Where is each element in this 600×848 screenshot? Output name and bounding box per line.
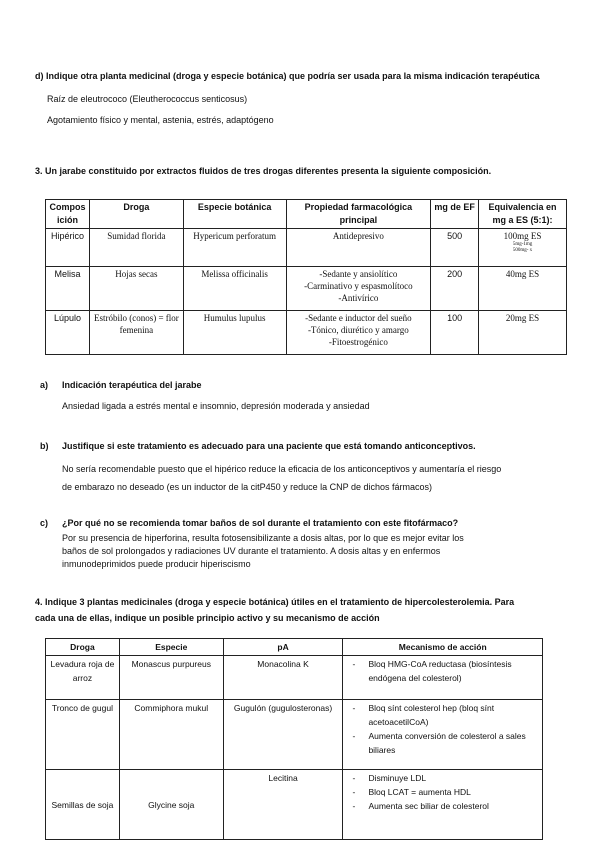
sub-b-answer-line2: de embarazo no deseado (es un inductor de la citP450 y reduce la CNP de dichos fármacos) [62, 482, 433, 492]
sub-b-answer-line1: No sería recomendable puesto que el hipérico reduce la eficacia de los anticonceptivos y aumentaría el riesgo [62, 464, 502, 474]
propiedad-line: -Tónico, diurético y amargo [307, 325, 409, 335]
mechanism-item: - Bloq HMG-CoA reductasa (biosíntesis endógena del colesterol) [368, 657, 539, 685]
header-cell: Mecanismo de acción [343, 639, 543, 656]
sub-a-answer: Ansiedad ligada a estrés mental e insomnio, depresión moderada y ansiedad [62, 401, 370, 411]
composition-table [45, 199, 567, 355]
cell-droga: Sumidad florida [89, 229, 183, 267]
table-row [46, 700, 543, 770]
propiedad-line: -Sedante e inductor del sueño [305, 313, 412, 323]
equiv-note: 500mg- x [512, 248, 533, 253]
cell-propiedad: Antidepresivo [286, 229, 431, 267]
table-header-row [46, 200, 567, 229]
header-cell: mg de EF [431, 200, 479, 229]
propiedad-line: -Fitoestrogénico [328, 337, 388, 347]
cell-droga: Semillas de soja [46, 770, 120, 840]
question-3: 3. Un jarabe constituido por extractos fluidos de tres drogas diferentes presenta la siguiente composición. [35, 166, 492, 176]
mechanism-item: - Aumenta sec biliar de colesterol [368, 799, 539, 813]
cell-especie: Monascus purpureus [119, 656, 223, 700]
equiv-note: 5mg-1mg [512, 242, 533, 247]
cell-especie: Humulus lupulus [183, 311, 286, 355]
answer-d-plant: Raíz de eleutrococo (Eleutherococcus senticosus) [47, 94, 248, 104]
header-cell: Equivalencia en mg a ES (5:1): [479, 200, 567, 229]
cell-droga: Tronco de gugul [46, 700, 120, 770]
cell-droga: Estróbilo (conos) = flor femenina [89, 311, 183, 355]
question-d: d) Indique otra planta medicinal (droga y especie botánica) que podría ser usada para la misma indicación terapéutica [35, 71, 540, 81]
header-cell: Droga [89, 200, 183, 229]
cell-mecanismo [343, 656, 543, 700]
table-row [46, 311, 567, 355]
question-4-line2: cada una de ellas, indique un posible principio activo y su mecanismo de acción [35, 613, 380, 623]
cell-pa: Lecitina [223, 770, 343, 840]
cell-mecanismo [343, 700, 543, 770]
table-row [46, 267, 567, 311]
cell-composicion: Hipérico [46, 229, 90, 267]
propiedad-line: -Antivírico [338, 293, 379, 303]
cell-composicion: Lúpulo [46, 311, 90, 355]
question-4-line1: 4. Indique 3 plantas medicinales (droga y especie botánica) útiles en el tratamiento de hipercolesterolemia. Para [35, 597, 515, 607]
header-cell: Propiedad farmacológica principal [286, 200, 431, 229]
cell-pa: Monacolina K [223, 656, 343, 700]
table-row [46, 770, 543, 840]
header-cell: pA [223, 639, 343, 656]
cell-equivalencia: 40mg ES [479, 267, 567, 311]
cell-mecanismo [343, 770, 543, 840]
header-cell: Especie botánica [183, 200, 286, 229]
sub-c-answer-line1: Por su presencia de hiperforina, resulta fotosensibilizante a dosis altas, por lo que es mejor evitar los [62, 533, 464, 543]
cell-especie: Glycine soja [119, 770, 223, 840]
cell-especie: Hypericum perforatum [183, 229, 286, 267]
sub-a-question: Indicación terapéutica del jarabe [62, 380, 202, 390]
sub-b-question: Justifique si este tratamiento es adecuado para una paciente que está tomando anticonceptivos. [62, 441, 476, 451]
cell-pa: Gugulón (gugulosteronas) [223, 700, 343, 770]
cell-propiedad [286, 267, 431, 311]
mechanism-item: - Disminuye LDL [368, 771, 539, 785]
cell-mg: 100 [431, 311, 479, 355]
cell-mg: 200 [431, 267, 479, 311]
cell-equivalencia [479, 229, 567, 267]
cell-droga: Levadura roja de arroz [46, 656, 120, 700]
header-cell: Compos ición [46, 200, 90, 229]
sub-a-label: a) [40, 380, 49, 390]
cell-composicion: Melisa [46, 267, 90, 311]
cell-especie: Commiphora mukul [119, 700, 223, 770]
cell-droga: Hojas secas [89, 267, 183, 311]
table-row [46, 229, 567, 267]
equiv-value: 100mg ES [503, 231, 542, 241]
table-header-row [46, 639, 543, 656]
answer-d-indication: Agotamiento físico y mental, astenia, estrés, adaptógeno [47, 115, 274, 125]
cell-equivalencia: 20mg ES [479, 311, 567, 355]
header-cell: Especie [119, 639, 223, 656]
sub-c-question: ¿Por qué no se recomienda tomar baños de sol durante el tratamiento con este fitofármaco? [62, 518, 459, 528]
cell-especie: Melissa officinalis [183, 267, 286, 311]
mechanism-item: - Bloq LCAT = aumenta HDL [368, 785, 539, 799]
mechanism-item: - Aumenta conversión de colesterol a sales biliares [368, 729, 539, 757]
mechanism-item: - Bloq sínt colesterol hep (bloq sínt acetoacetilCoA) [368, 701, 539, 729]
sub-c-answer-line3: inmunodeprimidos puede producir hiperiscismo [62, 559, 251, 569]
cell-propiedad [286, 311, 431, 355]
sub-b-label: b) [40, 441, 49, 451]
table-row [46, 656, 543, 700]
propiedad-line: -Carminativo y espasmolítoco [304, 281, 413, 291]
header-cell: Droga [46, 639, 120, 656]
sub-c-answer-line2: baños de sol prolongados y radiaciones UV durante el tratamiento. A dosis altas y en enfermos [62, 546, 441, 556]
cell-mg: 500 [431, 229, 479, 267]
propiedad-line: -Sedante y ansiolítico [319, 269, 398, 279]
cholesterol-table [45, 638, 543, 840]
sub-c-label: c) [40, 518, 49, 528]
